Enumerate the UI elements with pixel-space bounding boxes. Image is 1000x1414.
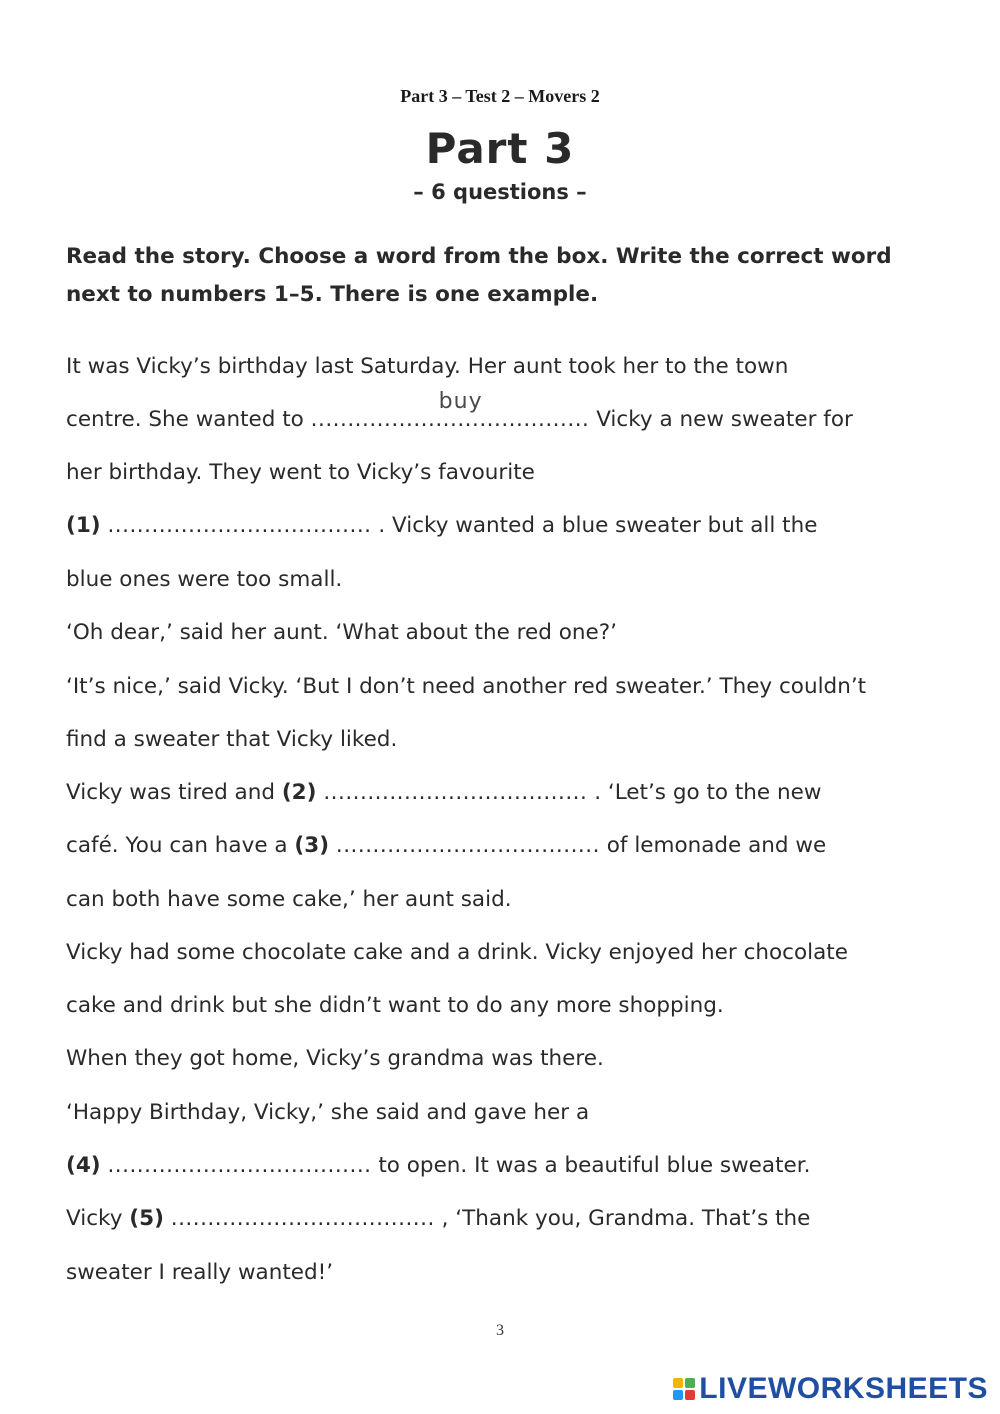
logo-square [685,1390,695,1400]
instructions: Read the story. Choose a word from the box. Write the correct word next to numbers 1–5. There is one example. [66,244,892,307]
example-blank [310,389,590,432]
page-number: 3 [496,1322,504,1339]
story-line: her birthday. They went to Vicky’s favourite [66,460,535,485]
answer-blank-4[interactable]: .................................... [107,1153,372,1178]
story-text: Vicky a new sweater for [589,407,853,432]
logo-square [673,1378,683,1388]
page-subtitle: – 6 questions – [413,180,587,204]
story-text: café. You can have a [66,833,295,858]
story-line: ‘Oh dear,’ said her aunt. ‘What about the red one?’ [66,620,617,645]
answer-blank-3[interactable]: .................................... [335,833,600,858]
story-text: Vicky [66,1206,130,1231]
question-number-1: (1) [66,513,101,538]
question-number-4: (4) [66,1153,101,1178]
running-title: Part 3 – Test 2 – Movers 2 [400,86,600,106]
answer-blank-5[interactable]: .................................... [170,1206,435,1231]
story-text: . Vicky wanted a blue sweater but all the [371,513,818,538]
story-line: ‘Happy Birthday, Vicky,’ she said and gave her a [66,1100,590,1125]
story-text: Vicky was tired and [66,780,282,805]
question-number-5: (5) [129,1206,164,1231]
story-line [66,1153,810,1193]
story-line: Vicky had some chocolate cake and a drink. Vicky enjoyed her chocolate [66,940,848,965]
question-number-3: (3) [294,833,330,858]
logo-square [685,1378,695,1388]
story-line: ‘It’s nice,’ said Vicky. ‘But I don’t need another red sweater.’ They couldn’t [66,674,867,699]
story-line [66,1206,810,1246]
story-line: cake and drink but she didn’t want to do any more shopping. [66,993,724,1018]
story-line: can both have some cake,’ her aunt said. [66,887,512,912]
example-answer: buy [438,389,483,414]
liveworksheets-logo-icon [673,1378,695,1400]
story-line: When they got home, Vicky’s grandma was there. [66,1046,604,1071]
blank-dots: ...................................... [310,407,590,432]
liveworksheets-brand[interactable] [673,1372,988,1406]
story-line: It was Vicky’s birthday last Saturday. Her aunt took her to the town [66,354,789,379]
story-text: to open. It was a beautiful blue sweater. [371,1153,811,1178]
story-text: centre. She wanted to [66,407,311,432]
story-line [66,389,853,447]
story-line: blue ones were too small. [66,567,343,592]
answer-blank-2[interactable]: .................................... [323,780,588,805]
story-text: , ‘Thank you, Grandma. That’s the [434,1206,811,1231]
story-line: sweater I really wanted!’ [66,1260,334,1285]
answer-blank-1[interactable]: .................................... [107,513,372,538]
story-text: of lemonade and we [599,833,827,858]
logo-square [673,1390,683,1400]
story-line [66,833,826,873]
story-line [66,513,817,553]
page-title: Part 3 [425,124,575,173]
story-line: find a sweater that Vicky liked. [66,727,398,752]
story-text: . ‘Let’s go to the new [587,780,822,805]
question-number-2: (2) [281,780,317,805]
brand-name: LIVEWORKSHEETS [699,1372,988,1405]
story-line [66,780,821,820]
